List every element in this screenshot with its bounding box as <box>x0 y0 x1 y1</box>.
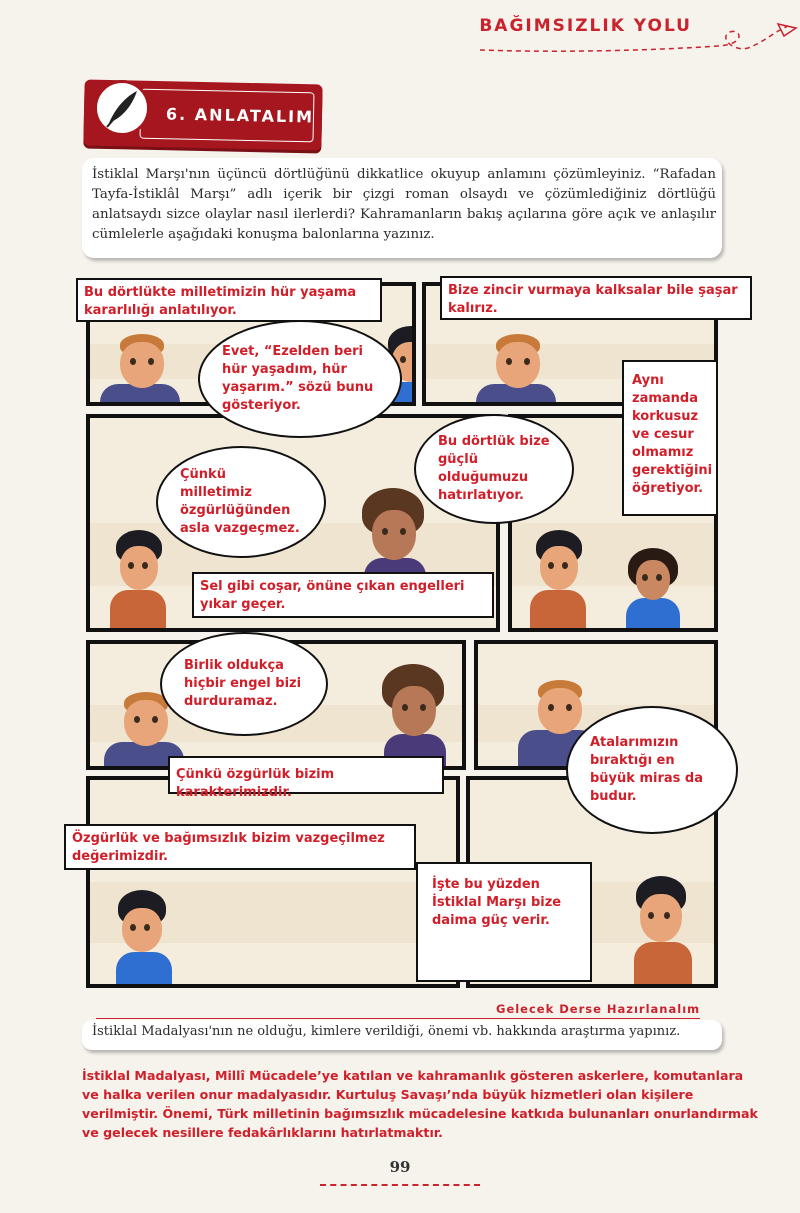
research-answer: İstiklal Madalyası, Millî Mücadele’ye katılan ve kahramanlık gösteren askerlere, komutanlara ve halka verilen onur madalyasıdır. Kurtuluş Savaşı’nda büyük hizmetleri olan kişilere verilmiştir. Önemi, Türk milletinin bağımsızlık mücadelesine katkıda bulunanları onurlandırmak ve gelecek nesillere fedakârlıklarını hatırlatmaktır. <box>82 1068 758 1140</box>
speech-balloon-6: Çünkü milletimiz özgürlüğünden asla vazgeçmez. <box>156 446 326 558</box>
header-title: BAĞIMSIZLIK YOLU <box>479 16 692 36</box>
comic-strip <box>72 278 738 990</box>
comic-panel-7 <box>86 776 460 988</box>
speech-balloon-9: Çünkü özgürlük bizim karakterimizdir. <box>168 756 444 794</box>
instruction-text: İstiklal Marşı'nın üçüncü dörtlüğünü dikkatlice okuyup anlamını çözümleyiniz. “Rafadan Tayfa-İstiklâl Marşı” adlı içerik bir çizgi roman olsaydı ve çözümlediğiniz dörtlüğü anlatsaydı sizce olaylar nasıl ilerlerdi? Kahramanların bakış açılarına göre açık ve anlaşılır cümlelerle aşağıdaki konuşma balonlarına yazınız. <box>82 158 722 258</box>
character-long-hair-boy <box>380 664 450 770</box>
character-blond-boy <box>476 334 556 406</box>
speech-balloon-11: Özgürlük ve bağımsızlık bizim vazgeçilmez değerimizdir. <box>64 824 416 870</box>
speech-balloon-4: Aynı zamanda korkusuz ve cesur olmamız gerektiğini öğretiyor. <box>622 360 718 516</box>
character-dark-hair-boy <box>110 530 170 632</box>
feather-quill-icon <box>94 80 150 136</box>
page-number: 99 <box>389 1158 411 1176</box>
speech-balloon-10: Atalarımızın bıraktığı en büyük miras da budur. <box>566 706 738 834</box>
character-dark-hair-boy <box>628 876 698 988</box>
speech-balloon-5: Bu dörtlük bize güçlü olduğumuzu hatırlatıyor. <box>414 414 574 524</box>
character-blond-boy <box>100 334 180 406</box>
next-lesson-title: Gelecek Derse Hazırlanalım <box>496 1002 701 1016</box>
character-dark-hair-boy <box>530 530 590 632</box>
section-label: 6. ANLATALIM <box>165 104 315 127</box>
speech-balloon-7: Sel gibi coşar, önüne çıkan engelleri yıkar geçer. <box>192 572 494 618</box>
speech-balloon-1: Bu dörtlükte milletimizin hür yaşama kararlılığı anlatılıyor. <box>76 278 382 322</box>
research-prompt: İstiklal Madalyası'nın ne olduğu, kimlere verildiği, önemi vb. hakkında araştırma yapınız. <box>82 1020 722 1050</box>
speech-balloon-2: Evet, “Ezelden beri hür yaşadım, hür yaşarım.” sözü bunu gösteriyor. <box>198 320 402 438</box>
footer-divider <box>320 1184 480 1186</box>
speech-balloon-12: İşte bu yüzden İstiklal Marşı bize daima güç verir. <box>416 862 592 982</box>
paper-plane-trail-icon <box>478 22 800 72</box>
character-girl <box>624 548 684 632</box>
speech-balloon-3: Bize zincir vurmaya kalksalar bile şaşar kalırız. <box>440 276 752 320</box>
character-dark-hair-boy <box>110 890 180 988</box>
divider <box>96 1018 700 1019</box>
speech-balloon-8: Birlik oldukça hiçbir engel bizi durduramaz. <box>160 632 328 736</box>
